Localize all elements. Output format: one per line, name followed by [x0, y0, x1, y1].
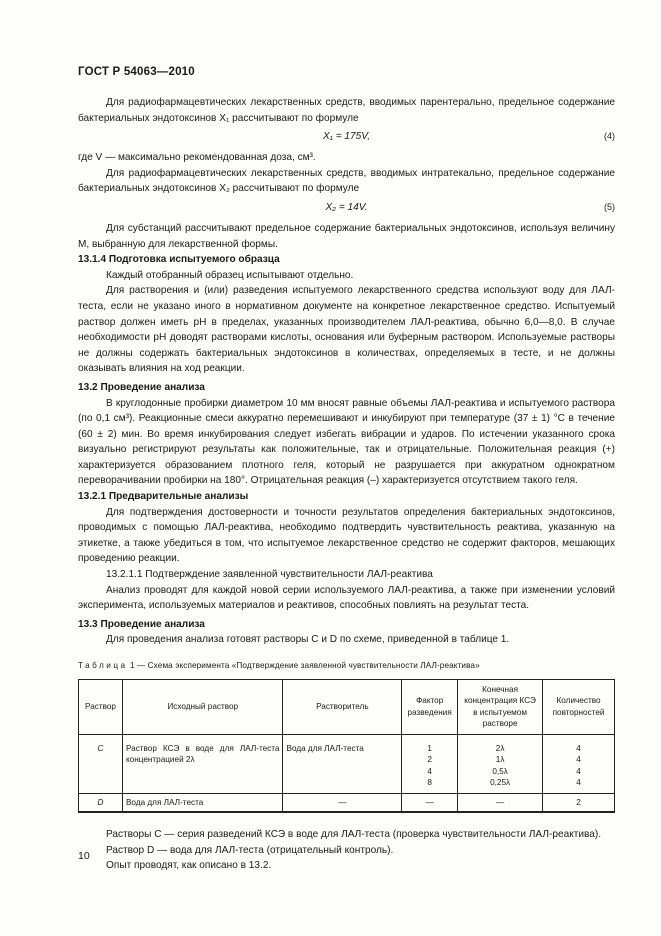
subsection-title: 13.2.1.1 Подтверждение заявленной чувствительности ЛАЛ-реактива — [106, 569, 433, 581]
section-heading: 13.2.1 Предварительные анализы — [78, 491, 249, 503]
paragraph: Для подтверждения достоверности и точности результатов определения бактериальных эндотоксинов, проводимых с помощью ЛАЛ-реактива, необходимо подтвердить чувствительность реактива, указанную на этикетке, а также убедиться в том, что испытуемое лекарственное средство не содержит факторов, мешающих проведению реакции. — [78, 506, 615, 565]
table-cell: Раствор КСЭ в воде для ЛАЛ-теста концентрацией 2λ — [122, 734, 283, 793]
experiment-table — [78, 679, 615, 814]
formula-text: X₁ = 175V, — [322, 131, 371, 143]
formula-4 — [78, 129, 615, 147]
column-header: Конечная концентрация КСЭ в испытуемом растворе — [458, 679, 543, 734]
table-row — [79, 734, 615, 793]
paragraph: Для растворения и (или) разведения испытуемого лекарственного средства используют воду для ЛАЛ-теста, если не указано иного в нормативном документе на конкретное лекарственное средство. Испытуемый раствор должен иметь pH в пределах, указанных производителем ЛАЛ-реактива, обычно 6,0—8,0. В случае необходимости pH доводят растворами кислоты, основания или буферным раствором. Используемые растворы не должны содержать бактериальных эндотоксинов в количествах, определяемых в тесте, и не должны оказывать влияния на ход реакции. — [78, 285, 615, 375]
factor-value: 4 — [427, 766, 432, 776]
paragraph: Раствор D — вода для ЛАЛ-теста (отрицательный контроль). — [106, 844, 394, 856]
paragraph: Для проведения анализа готовят растворы C и D по схеме, приведенной в таблице 1. — [106, 634, 510, 646]
column-header: Растворитель — [283, 679, 402, 734]
table-cell: — — [402, 793, 458, 812]
column-header: Фактор разведения — [402, 679, 458, 734]
paragraph: Для радиофармацевтических лекарственных средств, вводимых интратекально, предельное содержание бактериальных эндотоксинов X₂ рассчитывают по формуле — [78, 167, 615, 195]
paragraph: В круглодонные пробирки диаметром 10 мм вносят равные объемы ЛАЛ-реактива и испытуемого раствора (по 0,1 см³). Реакционные смеси аккуратно перемешивают и инкубируют при температуре (37 ± 1) °С в течение (60 ± 2) мин. Во время инкубирования следует избегать вибрации и ударов. По истечении указанного срока визуально регистрируют результаты как положительные, так и отрицательные. Положительная реакция (+) характеризуется образованием плотного геля, который не разрушается при аккуратном однократном переворачивании пробирки на 180°. Отрицательная реакция (–) характеризуется отсутствием такого геля. — [78, 397, 615, 487]
formula-number: (5) — [604, 201, 615, 212]
paragraph: Для субстанций рассчитывают предельное содержание бактериальных эндотоксинов, используя величину M, выбранную для лекарственной формы. — [78, 222, 615, 250]
paragraph: Анализ проводят для каждой новой серии используемого ЛАЛ-реактива, а также при изменении условий эксперимента, используемых материалов и реактивов, способных повлиять на результат теста. — [78, 584, 615, 612]
table-cell: 2 — [543, 793, 615, 812]
column-header: Количество повторностей — [543, 679, 615, 734]
reps-value: 4 — [576, 766, 581, 776]
paragraph: Опыт проводят, как описано в 13.2. — [106, 860, 272, 872]
section-heading: 13.1.4 Подготовка испытуемого образца — [78, 254, 280, 266]
paragraph: где V — максимально рекомендованная доза, см³. — [78, 152, 316, 164]
conc-value: 0,5λ — [492, 766, 508, 776]
page-body — [78, 95, 615, 874]
table-cell: D — [79, 793, 123, 812]
conc-value: 0,25λ — [490, 778, 511, 788]
reps-value: 4 — [576, 755, 581, 765]
conc-value: 1λ — [495, 755, 505, 765]
table-cell: C — [79, 734, 123, 793]
table-cell: — — [283, 793, 402, 812]
caption-text: 1 — Схема эксперимента «Подтверждение заявленной чувствительности ЛАЛ-реактива» — [127, 661, 480, 670]
section-heading: 13.3 Проведение анализа — [78, 618, 205, 630]
page-number: 10 — [78, 850, 90, 862]
paragraph: Растворы C — серия разведений КСЭ в воде для ЛАЛ-теста (проверка чувствительности ЛАЛ-реактива). — [106, 829, 602, 841]
formula-5 — [78, 200, 615, 218]
paragraph: Каждый отобранный образец испытывают отдельно. — [106, 269, 354, 281]
table-row — [79, 793, 615, 812]
table-caption — [78, 658, 615, 674]
column-header: Исходный раствор — [122, 679, 283, 734]
column-header: Раствор — [79, 679, 123, 734]
formula-text: X₂ = 14V. — [325, 201, 368, 213]
table-cell: — — [458, 793, 543, 812]
paragraph: Для радиофармацевтических лекарственных средств, вводимых парентерально, предельное содержание бактериальных эндотоксинов X₁ рассчитывают по формуле — [78, 97, 615, 124]
table-cell — [543, 734, 615, 793]
section-heading: 13.2 Проведение анализа — [78, 381, 205, 393]
table-cell — [458, 734, 543, 793]
table-cell: Вода для ЛАЛ-теста — [122, 793, 283, 812]
caption-label: Таблица — [78, 661, 128, 670]
factor-value: 1 — [427, 743, 432, 753]
reps-value: 4 — [576, 778, 581, 788]
conc-value: 2λ — [495, 743, 505, 753]
reps-value: 4 — [576, 743, 581, 753]
factor-value: 8 — [427, 778, 432, 788]
page-header: ГОСТ Р 54063—2010 — [78, 66, 195, 78]
table-cell: Вода для ЛАЛ-теста — [283, 734, 402, 793]
table-cell — [402, 734, 458, 793]
formula-number: (4) — [604, 131, 615, 142]
factor-value: 2 — [427, 755, 432, 765]
table-header-row — [79, 679, 615, 734]
